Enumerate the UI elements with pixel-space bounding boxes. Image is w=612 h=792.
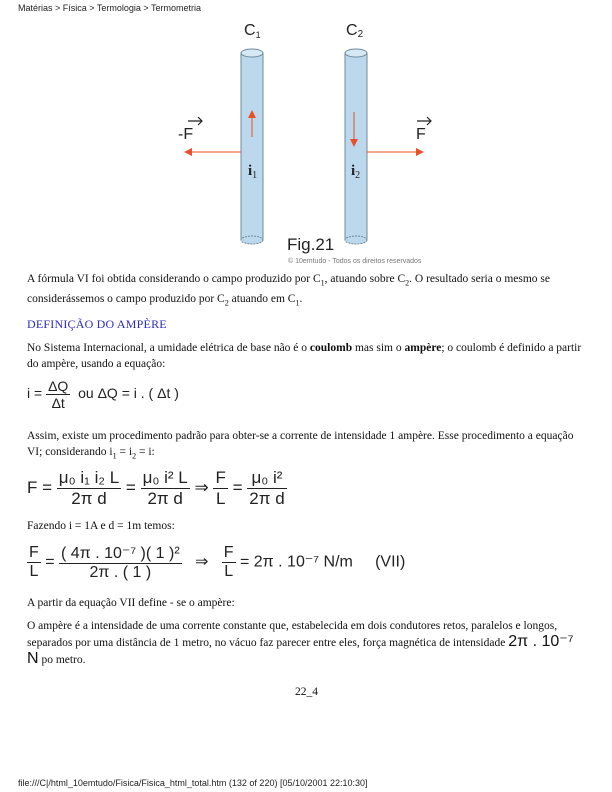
label-neg-force: -F	[178, 126, 194, 143]
figure-copyright: © 10emtudo - Todos os direitos reservados	[288, 258, 422, 265]
paragraph-formula-vi: A fórmula VI foi obtida considerando o campo produzido por $C_1$, atuando sobre $C_2$. O resultado seria o mesmo se considerássemos o campo produzido por $C_2$ atuando em $C_1$.	[27, 273, 551, 308]
label-i1: i	[248, 163, 253, 179]
section-heading: DEFINIÇÃO DO AMPÈRE	[27, 317, 167, 331]
svg-text:C2: C2	[346, 22, 364, 40]
paragraph-ampere-definition: O ampère é a intensidade de uma corrente constante que, estabelecida em dois condutores retos, paralelos e longos, separados por uma distância de 1 metro, no vácuo faz parecer entre eles, força magnética de intensidade 2π . 10⁻⁷ N po metro.	[27, 620, 574, 667]
figure-caption: Fig.21	[287, 235, 335, 254]
paragraph-substitution: Fazendo i = 1A e d = 1m temos:	[27, 520, 175, 532]
paragraph-procedure: Assim, existe um procedimento padrão para obter-se a corrente de intensidade 1 ampère. Esse procedimento a equação VI; considerando $i_1 = i_2 = i$:	[27, 430, 574, 461]
label-force: F	[416, 126, 426, 143]
breadcrumb: Matérias > Física > Termologia > Termometria	[18, 3, 201, 13]
label-c2: C	[346, 22, 358, 39]
paragraph-si-unit: No Sistema Internacional, a umidade elétrica de base não é o coulomb mas sim o ampère; o coulomb é definido a partir do ampère, usando a equação:	[27, 342, 582, 370]
svg-text:i1: $i_1$	[248, 163, 258, 181]
conductor-c2	[345, 49, 367, 244]
equation-vii: $\frac{F}{L}$ = $\frac{\text{( 4π . 10⁻⁷ )( 1 )²}}{2\pi . ( 1 )}$ ⇒ $\frac{F}{L}$ = 2π . 10⁻⁷ N/m (VII)	[29, 544, 406, 581]
arrow-right-icon	[416, 148, 424, 156]
conductor-c1	[241, 49, 263, 244]
svg-text:i2: $i_2$	[351, 163, 361, 181]
paragraph-definition-intro: A partir da equação VII define - se o ampère:	[27, 597, 235, 609]
svg-text:C1: C1	[244, 22, 261, 40]
page-number: 22_4	[295, 686, 318, 698]
arrow-left-icon	[184, 148, 192, 156]
equation-charge: i = $\frac{\Delta Q}{\Delta t}$ ou ΔQ = i . ( Δt )	[27, 378, 179, 411]
figure-21	[170, 15, 440, 265]
footer-file-path: file:///C|/html_10emtudo/Fisica/Fisica_html_total.htm (132 of 220) [05/10/2001 22:10:30]	[18, 778, 368, 788]
label-c1: C	[244, 22, 256, 39]
equation-force: F = $\frac{\text{μ₀ i₁ i₂ L}}{\text{2π d}}$ = $\frac{\text{μ₀ i² L}}{\text{2π d}}$ ⇒ $\frac{F}{L}$ = $\frac{\text{μ₀ i²}}{\text{2π d}}$	[27, 468, 285, 508]
label-i2: i	[351, 163, 356, 179]
